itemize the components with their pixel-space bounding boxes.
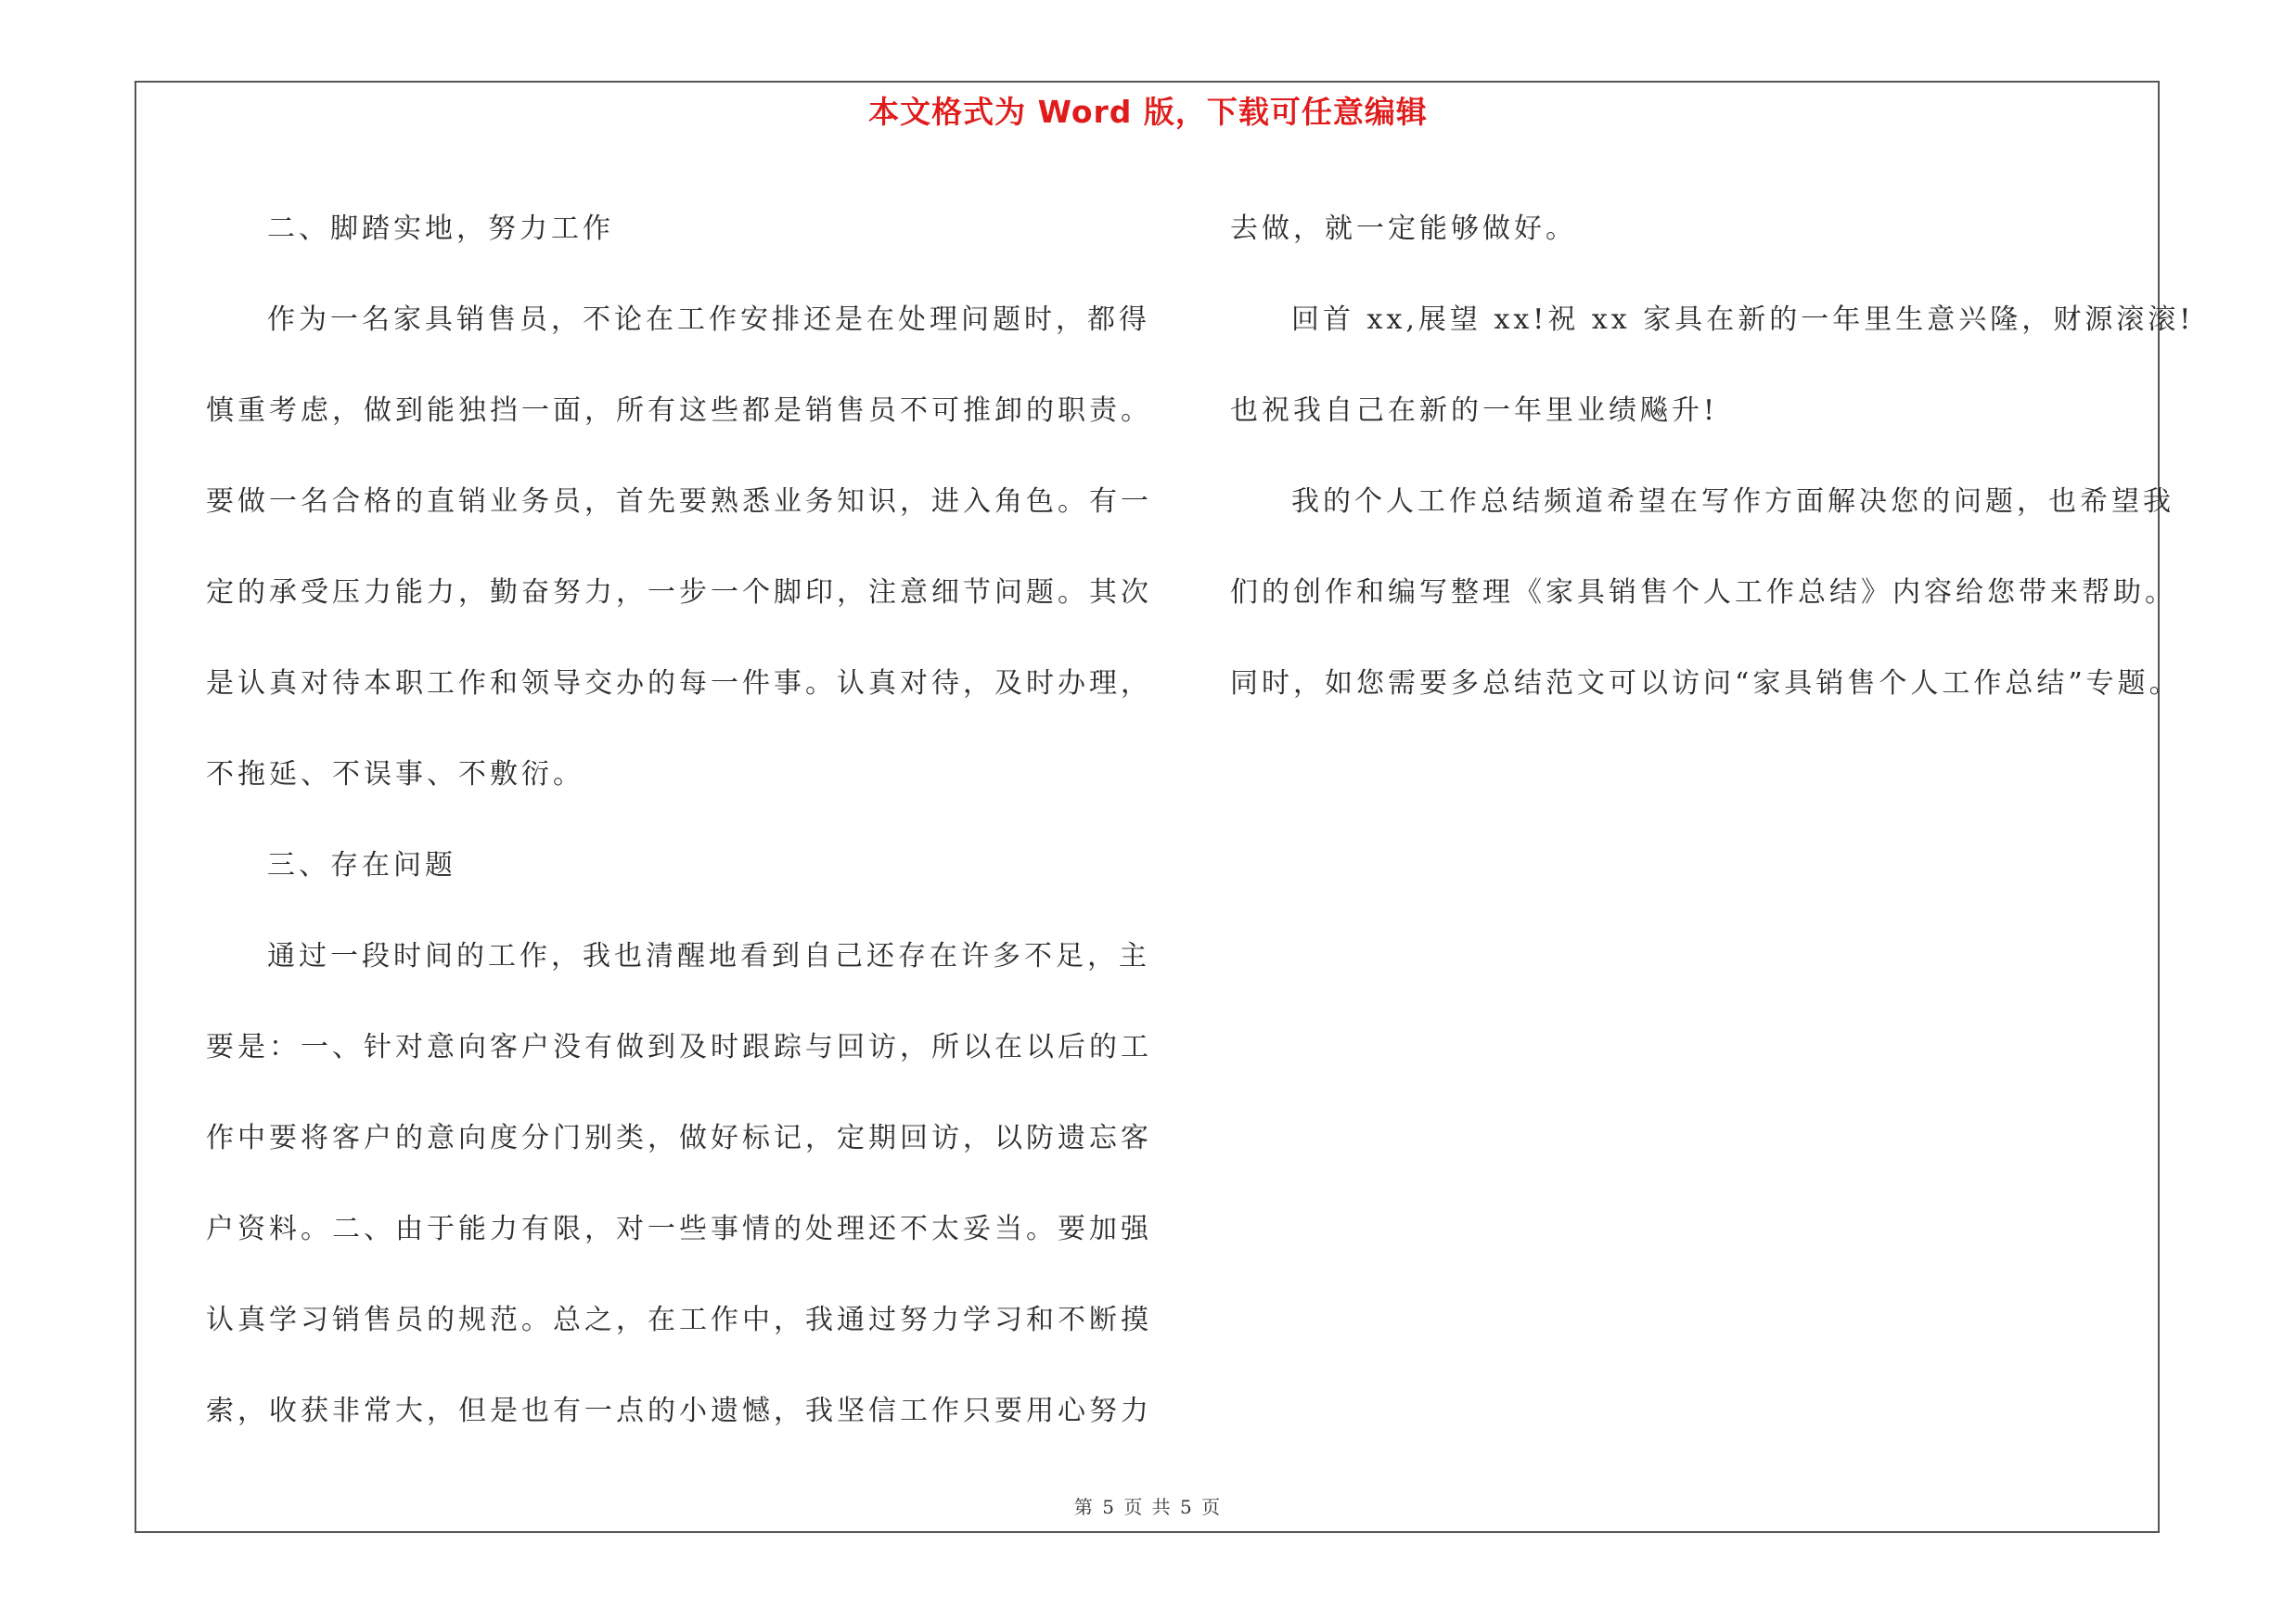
paragraph-line: 通过一段时间的工作，我也清醒地看到自己还存在许多不足，主 [267, 940, 1150, 973]
left-text-column [206, 184, 1152, 1457]
paragraph-line: 回首 xx,展望 xx!祝 xx 家具在新的一年里生意兴隆，财源滚滚! [1291, 303, 2195, 336]
paragraph-line: 索，收获非常大，但是也有一点的小遗憾，我坚信工作只要用心努力 [206, 1395, 1152, 1427]
paragraph-line: 不拖延、不误事、不敷衍。 [206, 758, 584, 791]
paragraph-line: 去做，就一定能够做好。 [1230, 213, 1577, 245]
paragraph-line: 要是：一、针对意向客户没有做到及时跟踪与回访，所以在以后的工 [206, 1031, 1152, 1063]
page-number-footer: 第 5 页 共 5 页 [1073, 1496, 1223, 1518]
paragraph-line: 同时，如您需要多总结范文可以访问“家具销售个人工作总结”专题。 [1230, 667, 2181, 700]
paragraph-line: 定的承受压力能力，勤奋努力，一步一个脚印，注意细节问题。其次 [206, 576, 1152, 609]
right-text-column [1230, 184, 2195, 729]
paragraph-line: 也祝我自己在新的一年里业绩飚升! [1230, 394, 1719, 427]
paragraph-line: 是认真对待本职工作和领导交办的每一件事。认真对待，及时办理， [206, 667, 1152, 700]
word-format-banner: 本文格式为 Word 版，下载可任意编辑 [868, 94, 1428, 130]
paragraph-line: 认真学习销售员的规范。总之，在工作中，我通过努力学习和不断摸 [206, 1304, 1152, 1336]
paragraph-line: 我的个人工作总结频道希望在写作方面解决您的问题，也希望我 [1291, 485, 2174, 518]
paragraph-line: 作为一名家具销售员，不论在工作安排还是在处理问题时，都得 [267, 303, 1150, 336]
paragraph-line: 们的创作和编写整理《家具销售个人工作总结》内容给您带来帮助。 [1230, 576, 2176, 609]
section-heading: 三、存在问题 [267, 849, 456, 882]
paragraph-line: 慎重考虑，做到能独挡一面，所有这些都是销售员不可推卸的职责。 [206, 394, 1152, 427]
paragraph-line: 户资料。二、由于能力有限，对一些事情的处理还不太妥当。要加强 [206, 1213, 1152, 1245]
paragraph-line: 要做一名合格的直销业务员，首先要熟悉业务知识，进入角色。有一 [206, 485, 1152, 518]
section-heading: 二、脚踏实地，努力工作 [267, 213, 614, 245]
paragraph-line: 作中要将客户的意向度分门别类，做好标记，定期回访，以防遗忘客 [206, 1122, 1152, 1154]
